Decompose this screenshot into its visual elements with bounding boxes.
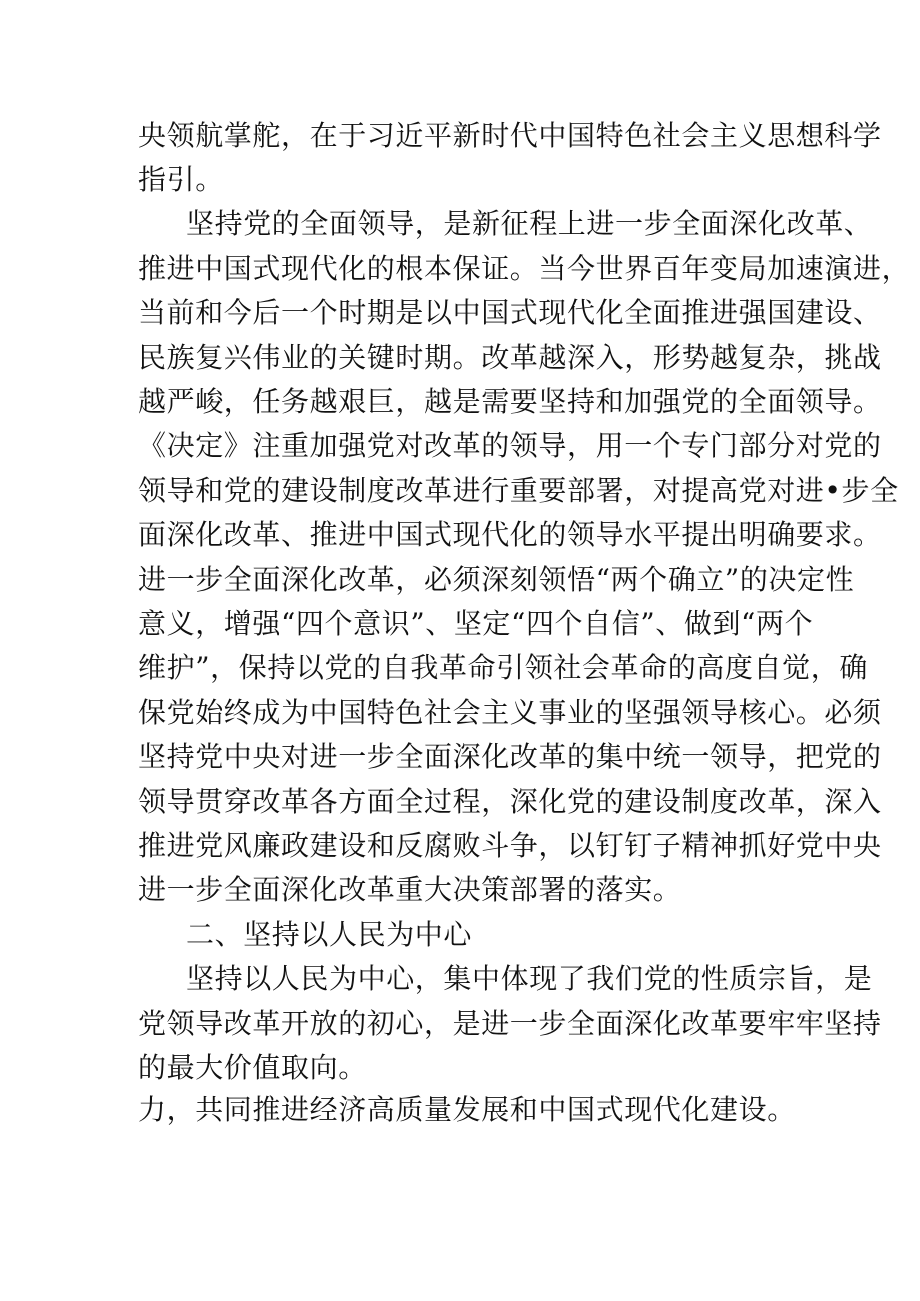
text-line: 进一步全面深化改革，必须深刻领悟“两个确立”的决定性: [138, 563, 855, 596]
text-line: 进一步全面深化改革重大决策部署的落实。: [138, 873, 682, 906]
text-line: 推进党风廉政建设和反腐败斗争，以钉钉子精神抓好党中央: [138, 829, 882, 862]
text-line: 力，共同推进经济高质量发展和中国式现代化建设。: [138, 1093, 796, 1126]
text-line: 保党始终成为中国特色社会主义事业的坚强领导核心。必须: [138, 696, 882, 729]
text-line: 指引。: [138, 163, 224, 196]
section-heading: 二、坚持以人民为中心: [186, 918, 473, 951]
paragraph-first-line: 坚持党的全面领导，是新征程上进一步全面深化改革、: [186, 207, 873, 240]
text-line: 领导贯穿改革各方面全过程，深化党的建设制度改革，深入: [138, 785, 882, 818]
text-line: 当前和今后一个时期是以中国式现代化全面推进强国建设、: [138, 296, 882, 329]
text-line: 越严峻，任务越艰巨，越是需要坚持和加强党的全面领导。: [138, 385, 882, 418]
text-line: 推进中国式现代化的根本保证。当今世界百年变局加速演进，: [138, 252, 911, 285]
text-line: 意义，增强“四个意识”、坚定“四个自信”、做到“两个: [138, 607, 814, 640]
text-line: 的最大价值取向。: [138, 1051, 367, 1084]
paragraph-first-line: 坚持以人民为中心，集中体现了我们党的性质宗旨，是: [186, 962, 873, 995]
text-line: 坚持党中央对进一步全面深化改革的集中统一领导，把党的: [138, 740, 882, 773]
text-line: 领导和党的建设制度改革进行重要部署，对提高党对进•步全: [138, 474, 899, 507]
text-line: 《决定》注重加强党对改革的领导，用一个专门部分对党的: [138, 429, 882, 462]
text-line: 民族复兴伟业的关键时期。改革越深入，形势越复杂，挑战: [138, 341, 882, 374]
text-line: 维护”，保持以党的自我革命引领社会革命的高度自觉，确: [138, 651, 868, 684]
text-line: 面深化改革、推进中国式现代化的领导水平提出明确要求。: [138, 518, 882, 551]
text-line: 央领航掌舵，在于习近平新时代中国特色社会主义思想科学: [138, 119, 882, 152]
text-line: 党领导改革开放的初心，是进一步全面深化改革要牢牢坚持: [138, 1007, 882, 1040]
